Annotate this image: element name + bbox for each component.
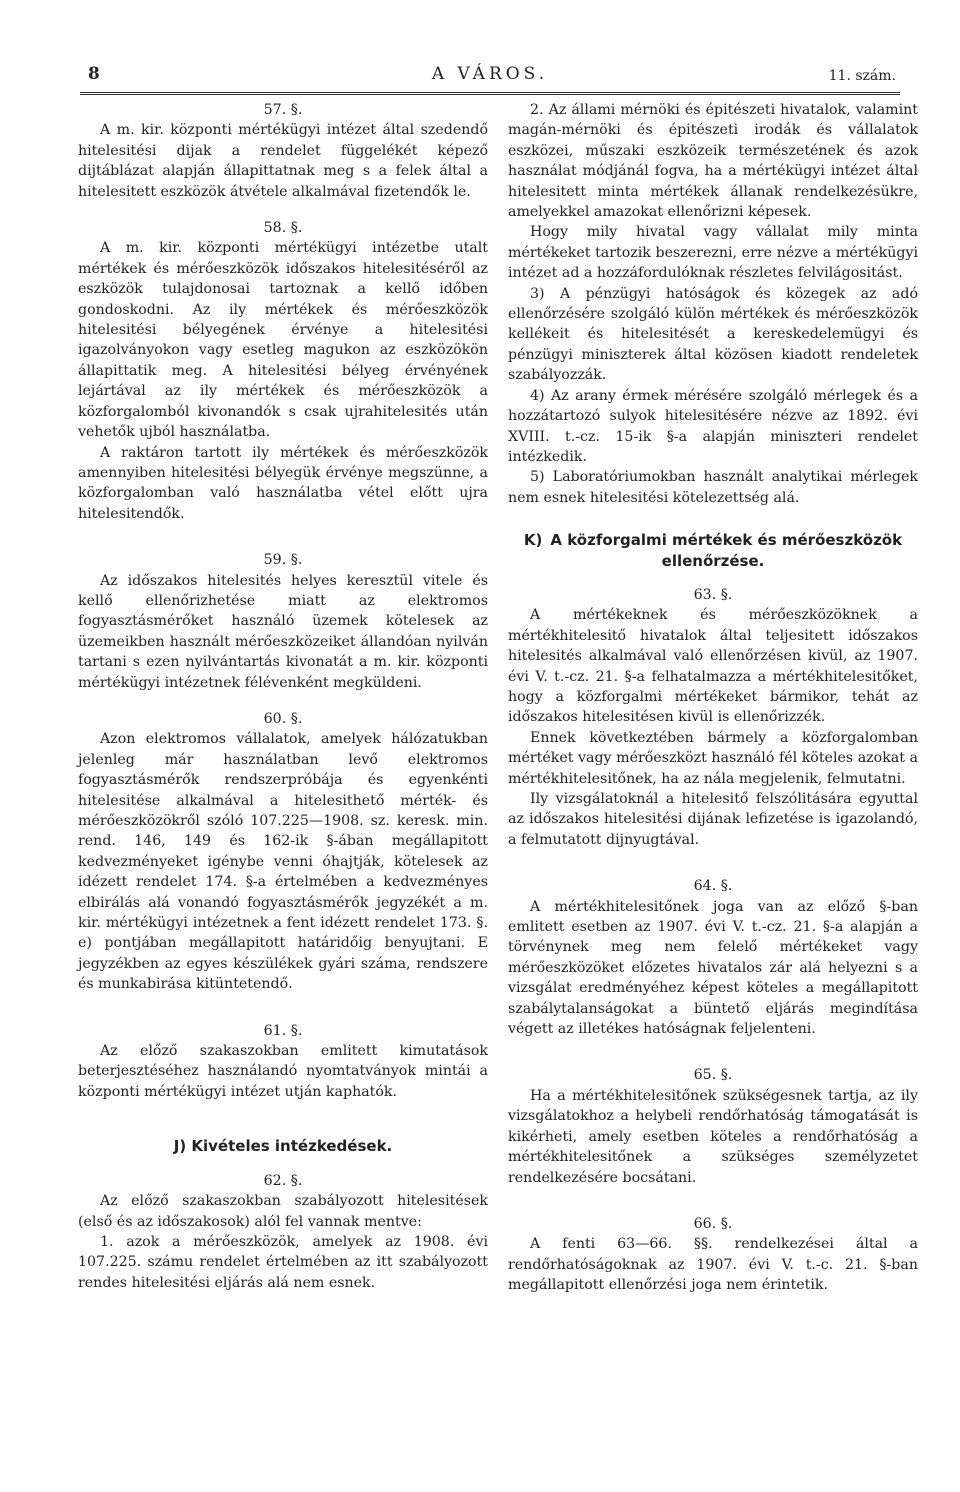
section-66-text: A fenti 63—66. §§. rendelkezései által a rendőrhatóságoknak az 1907. évi V. t.-c. 21. §-ban megállapitott ellenőrzési joga nem érintetik. [508, 1236, 918, 1294]
section-66-heading: 66. §. [693, 1215, 733, 1232]
section-64-text: A mértékhitelesitőnek joga van az előző §-ban emlitett esetben az 1907. évi V. t.-cz. 21. §-a alapján a törvénynek meg nem felelő mértékeket vagy mérőeszközöket előzetes hivatalos zár alá helyezni s a vizsgálat eredményéhez képest köteles a megállapitott szabálytalanságokat a büntető eljárás megindítása végett az illetékes hatóságnak feljelenteni. [508, 898, 918, 1038]
section-63-text-2: Ennek következtében bármely a közforgalomban mértéket vagy mérőeszközt használó fél köteles azokat a mértékhitelesitőnek, ha az nála megjelenik, felmutatni. [508, 729, 918, 787]
section-58-text-1: A m. kir. központi mértékügyi intézetbe utalt mértékek és mérőeszközök időszakos hitelesitéséről az eszközök tulajdonosai tartoznak a kellő időben gondoskodni. Az ily mértékek és mérőeszközök hitelesitési bélyegének érvénye a hitelesitési igazolványokon vagy esetleg magukon az eszközökön állapittatik meg. A hitelesitési bélyeg érvényének lejártával az ily mértékek és mérőeszközök a közforgalomból kivonandók s csak ujrahitelesités után vehetők ujból használatba. [78, 240, 488, 441]
section-62-item-3: 3) A pénzügyi hatóságok és közegek az adó ellenőrzésére szolgáló külön mértékek és mérőeszközök kellékeit és hitelesitését a kereskedelemügyi és pénzügyi miniszterek által közösen kiadott rendeletek szabályozzák. [508, 285, 918, 384]
section-62-intro: Az előző szakaszokban szabályozott hitelesitések (első és az időszakosok) alól fel vannak mentve: [78, 1193, 488, 1230]
section-63-heading: 63. §. [693, 586, 733, 603]
journal-title: A VÁROS. [431, 64, 549, 84]
section-65-heading: 65. §. [693, 1067, 733, 1084]
page-number: 8 [88, 64, 100, 84]
section-k-title: A közforgalmi mértékek és mérőeszközök [550, 531, 903, 550]
section-k-letter: K) [523, 531, 543, 550]
section-60-heading: 60. §. [263, 710, 303, 727]
section-64-heading: 64. §. [693, 878, 733, 895]
right-column [508, 100, 918, 1296]
section-63-text-1: A mértékeknek és mérőeszközöknek a mértékhitelesitő hivatalok által teljesitett időszakos hitelesités alkalmával való ellenőrzésen kivül, az 1907. évi V. t.-cz. 21. §-a felhatalmazza a mértékhitelesitőket, hogy a közforgalmi mértékeket bármikor, tehát az időszakos hitelesitésen kivül is ellenőrizzék. [508, 607, 918, 726]
section-59-text: Az időszakos hitelesités helyes keresztül vitele és kellő ellenőrizhetése miatt az elektromos fogyasztásmérőket használó üzemek kötelesek az üzemeikben használt mérőeszközeiket állandóan nyilván tartani s ezen nyilvántartás kivonatát a m. kir. központi mértékügyi intézetnek félévenként megküldeni. [78, 572, 488, 691]
section-62-item-1: 1. azok a mérőeszközök, amelyek az 1908. évi 107.225. számu rendelet értelmében az itt szabályozott rendes hitelesitési eljárás alá nem esnek. [78, 1233, 488, 1291]
section-65-text: Ha a mértékhitelesitőnek szükségesnek tartja, az ily vizsgálatokhoz a helybeli rendőrhatóság támogatását is kikérheti, amely esetben köteles a rendőrhatóság a mértékhitelesitőnek a szükséges személyzetet rendelkezésére bocsátani. [508, 1087, 918, 1186]
section-62-item-4: 4) Az arany érmek mérésére szolgáló mérlegek és a hozzátartozó sulyok hitelesitésére nézve az 1892. évi XVIII. t.-cz. 15-ik §-a alapján miniszteri rendelet intézkedik. [508, 387, 918, 465]
section-61-heading: 61. §. [263, 1022, 303, 1039]
section-57-text: A m. kir. központi mértékügyi intézet által szedendő hitelesitési dijak a rendelet függelékét képező dijtáblázat alapján állapittatnak meg s a felek által a hitelesitett eszközök átvétele alkalmával fizetendők le. [78, 122, 488, 200]
section-57-heading: 57. §. [263, 102, 303, 118]
section-62-item-2: 2. Az állami mérnöki és épitészeti hivatalok, valamint magán-mérnöki és épitészeti irodák és vállalatok eszközei, műszaki eszközeik természetének és azok használat módjánál fogva, ha a mértékügyi intézet által hitelesitett minta mértékek állanak rendelkezésükre, amelyekkel amazokat ellenőrizni képesek. [508, 102, 918, 221]
section-58-heading: 58. §. [263, 220, 303, 237]
section-62-item-2b: Hogy mily hivatal vagy vállalat mily minta mértékeket tartozik beszerezni, erre nézve a mértékügyi intézet ad a hozzáfordulóknak részletes felvilágositást. [508, 224, 918, 282]
section-61-text: Az előző szakaszokban emlitett kimutatások beterjesztéséhez használandó nyomtatványok mintái a központi mértékügyi intézet utján kaphatók. [78, 1043, 488, 1100]
section-62-item-5: 5) Laboratóriumokban használt analytikai mérlegek nem esnek hitelesitési kötelezettség alá. [508, 469, 918, 506]
issue-number: 11. szám. [828, 68, 896, 84]
page-header [80, 62, 900, 95]
section-k-subtitle: ellenőrzése. [661, 551, 765, 570]
section-j-heading: J) Kivételes intézkedések. [173, 1137, 393, 1156]
section-60-text: Azon elektromos vállalatok, amelyek hálózatukban jelenleg már használatban levő elektromos fogyasztásmérők rendszerpróbája és egyenkénti hitelesitése alkalmával a hitelesithető mérték- és mérőeszközökről szóló 107.225—1908. sz. keresk. min. rend. 146, 149 és 162-ik §-ában megállapitott kedvezményeket igénybe venni óhajtják, kötelesek az idézett rendelet 174. §-a értelmében a kedvezményes elbirálás alá vonandó fogyasztásmérők jegyzékét a m. kir. mértékügyi intézetnek a fent idézett rendelet 173. §. e) pontjában megállapitott határidőig benyujtani. E jegyzékben az egyes készülékek gyári száma, rendszere és munkabirása kitüntetendő. [78, 731, 488, 993]
section-62-heading: 62. §. [263, 1172, 303, 1189]
section-58-text-2: A raktáron tartott ily mértékek és mérőeszközök amennyiben hitelesitési bélyegük érvénye megszünne, a közforgalomban való használatba vétel előtt ujra hitelesitendők. [78, 444, 488, 522]
section-k-heading [508, 530, 918, 550]
left-column [78, 100, 488, 1293]
section-63-text-3: Ily vizsgálatoknál a hitelesitő felszólitására egyuttal az időszakos hitelesitési dijának lefizetése is igazolandó, a felmutatott dijnyugtával. [508, 791, 918, 848]
section-59-heading: 59. §. [263, 552, 303, 569]
